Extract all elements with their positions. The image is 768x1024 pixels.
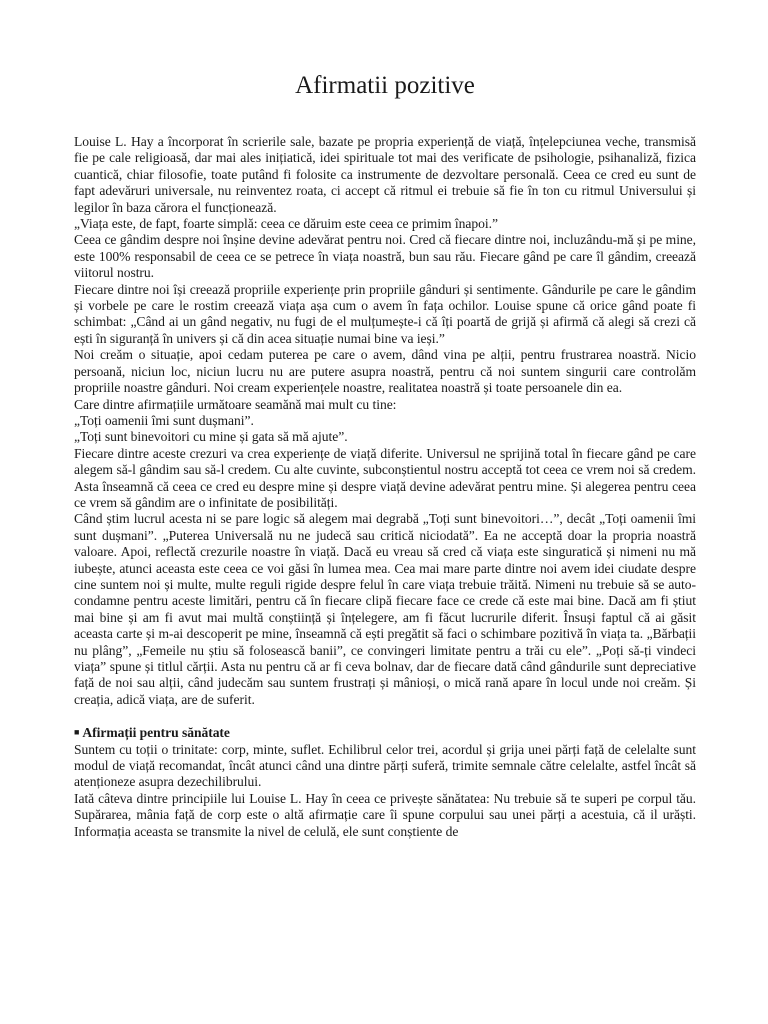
section-heading <box>74 724 696 741</box>
paragraph: „Toți oamenii îmi sunt dușmani”. <box>74 412 254 428</box>
square-bullet-icon: ■ <box>74 727 80 738</box>
paragraph: Fiecare dintre aceste crezuri va crea experiențe de viață diferite. Universul ne sprijină total în fiecare gând pe care alegem să-l gândim sau să-l credem. Cu alte cuvinte, subconștientul nostru acceptă tot ceea ce vrem noi să credem. Asta înseamnă că ceea ce cred eu despre mine și despre viață devine adevărat pentru mine. Și alegerea pentru ceea ce vrem să gândim are o infinitate de posibilități. <box>74 445 696 510</box>
paragraph: Iată câteva dintre principiile lui Louise L. Hay în ceea ce privește sănătatea: Nu trebuie să te superi pe corpul tău. Supărarea, mânia față de corp este o altă afirmație care îi spune corpului sau unei părți a acestuia, că il urăști. Informația aceasta se transmite la nivel de celulă, ele sunt conștiente de <box>74 790 696 839</box>
paragraph: Noi creăm o situație, apoi cedam puterea pe care o avem, dând vina pe alții, pentru frustrarea noastră. Nicio persoană, niciun loc, niciun lucru nu are putere asupra noastră, pentru că noi suntem singurii care controlăm propriile noastre gânduri. Noi cream experiențele noastre, realitatea noastră și toate persoanele din ea. <box>74 347 696 396</box>
paragraph: Care dintre afirmațiile următoare seamănă mai mult cu tine: <box>74 396 397 412</box>
paragraph: „Viața este, de fapt, foarte simplă: ceea ce dăruim este ceea ce primim înapoi.” <box>74 216 498 232</box>
paragraph: Când știm lucrul acesta ni se pare logic să alegem mai degrabă „Toți sunt binevoitori…”, decât „Toți oamenii îmi sunt dușmani”. „Puterea Universală nu ne judecă sau critică niciodată”. Ea ne acceptă doar la propria noastră valoare. Apoi, reflectă crezurile noastre în viață. Dacă eu vreau să cred că viața este singuratică și nimeni nu mă iubește, atunci aceasta este ceea ce voi găsi în lumea mea. Cea mai mare parte dintre noi avem idei ciudate despre cine suntem noi și multe, multe reguli rigide despre felul în care viața trebuie trăită. Nimeni nu trebuie să se auto-condamne pentru aceste limitări, pentru că în fiecare clipă fiecare face ce crede că este mai bine. Dacă am fi știut mai bine și am fi avut mai multă conștiință și înțelegere, am fi făcut lucrurile diferit. Însuși faptul că ai găsit aceasta carte și m-ai descoperit pe mine, înseamnă că ești pregătit să faci o schimbare pozitivă în viața ta. „Bărbații nu plâng”, „Femeile nu știu să folosească banii”, ce convingeri limitate pentru a trăi cu ele”. „Poți să-ți vindeci viața” spune și titlul cărții. Asta nu pentru că ar fi ceva bolnav, dar de fiecare dată când gândurile sunt depreciative față de noi sau alții, când judecăm sau suntem frustrați și mânioși, o mică rană apare în locul unde noi creăm. Și creația, adică viața, are de suferit. <box>74 511 696 707</box>
paragraph: Suntem cu toții o trinitate: corp, minte, suflet. Echilibrul celor trei, acordul și grija unei părți față de celelalte sunt modul de viață recomandat, încât atunci când una dintre părți suferă, trimite semnale către celelalte, astfel încât să atenționeze asupra dezechilibrului. <box>74 741 696 790</box>
paragraph-gap <box>74 708 696 724</box>
document-title: Afirmatii pozitive <box>295 72 475 99</box>
section-heading-text: Afirmații pentru sănătate <box>82 725 230 741</box>
paragraph: „Toți sunt binevoitori cu mine și gata să mă ajute”. <box>74 429 348 445</box>
document-body <box>74 134 696 840</box>
paragraph: Ceea ce gândim despre noi înșine devine adevărat pentru noi. Cred că fiecare dintre noi, incluzându-mă și pe mine, este 100% responsabil de ceea ce se petrece în viața noastră, bun sau rău. Fiecare gând pe care îl gândim, creează viitorul nostru. <box>74 232 696 281</box>
document-page <box>74 70 696 840</box>
paragraph: Louise L. Hay a încorporat în scrierile sale, bazate pe propria experiență de viață, înțelepciunea veche, transmisă fie pe cale religioasă, dar mai ales inițiatică, idei spirituale tot mai des verificate de psihologie, psihanaliză, fizica cuantică, chiar filosofie, toate putând fi folosite ca instrumente de dezvoltare personală. Ceea ce cred eu sunt de fapt adevăruri universale, nu reinventez roata, ci accept că ritmul ei trebuie să fie în ton cu ritmul Universului și legilor în baza cărora el funcționează. <box>74 134 696 215</box>
paragraph: Fiecare dintre noi își creează propriile experiențe prin propriile gânduri și sentimente. Gândurile pe care le gândim și vorbele pe care le rostim creează viața așa cum o avem în fața ochilor. Louise spune că orice gând poate fi schimbat: „Când ai un gând negativ, nu fugi de el mulțumește-i că îți poartă de grijă și afirmă că alegi să crezi că ești în siguranță în univers și că din acea situație numai bine va ieși.” <box>74 281 696 346</box>
